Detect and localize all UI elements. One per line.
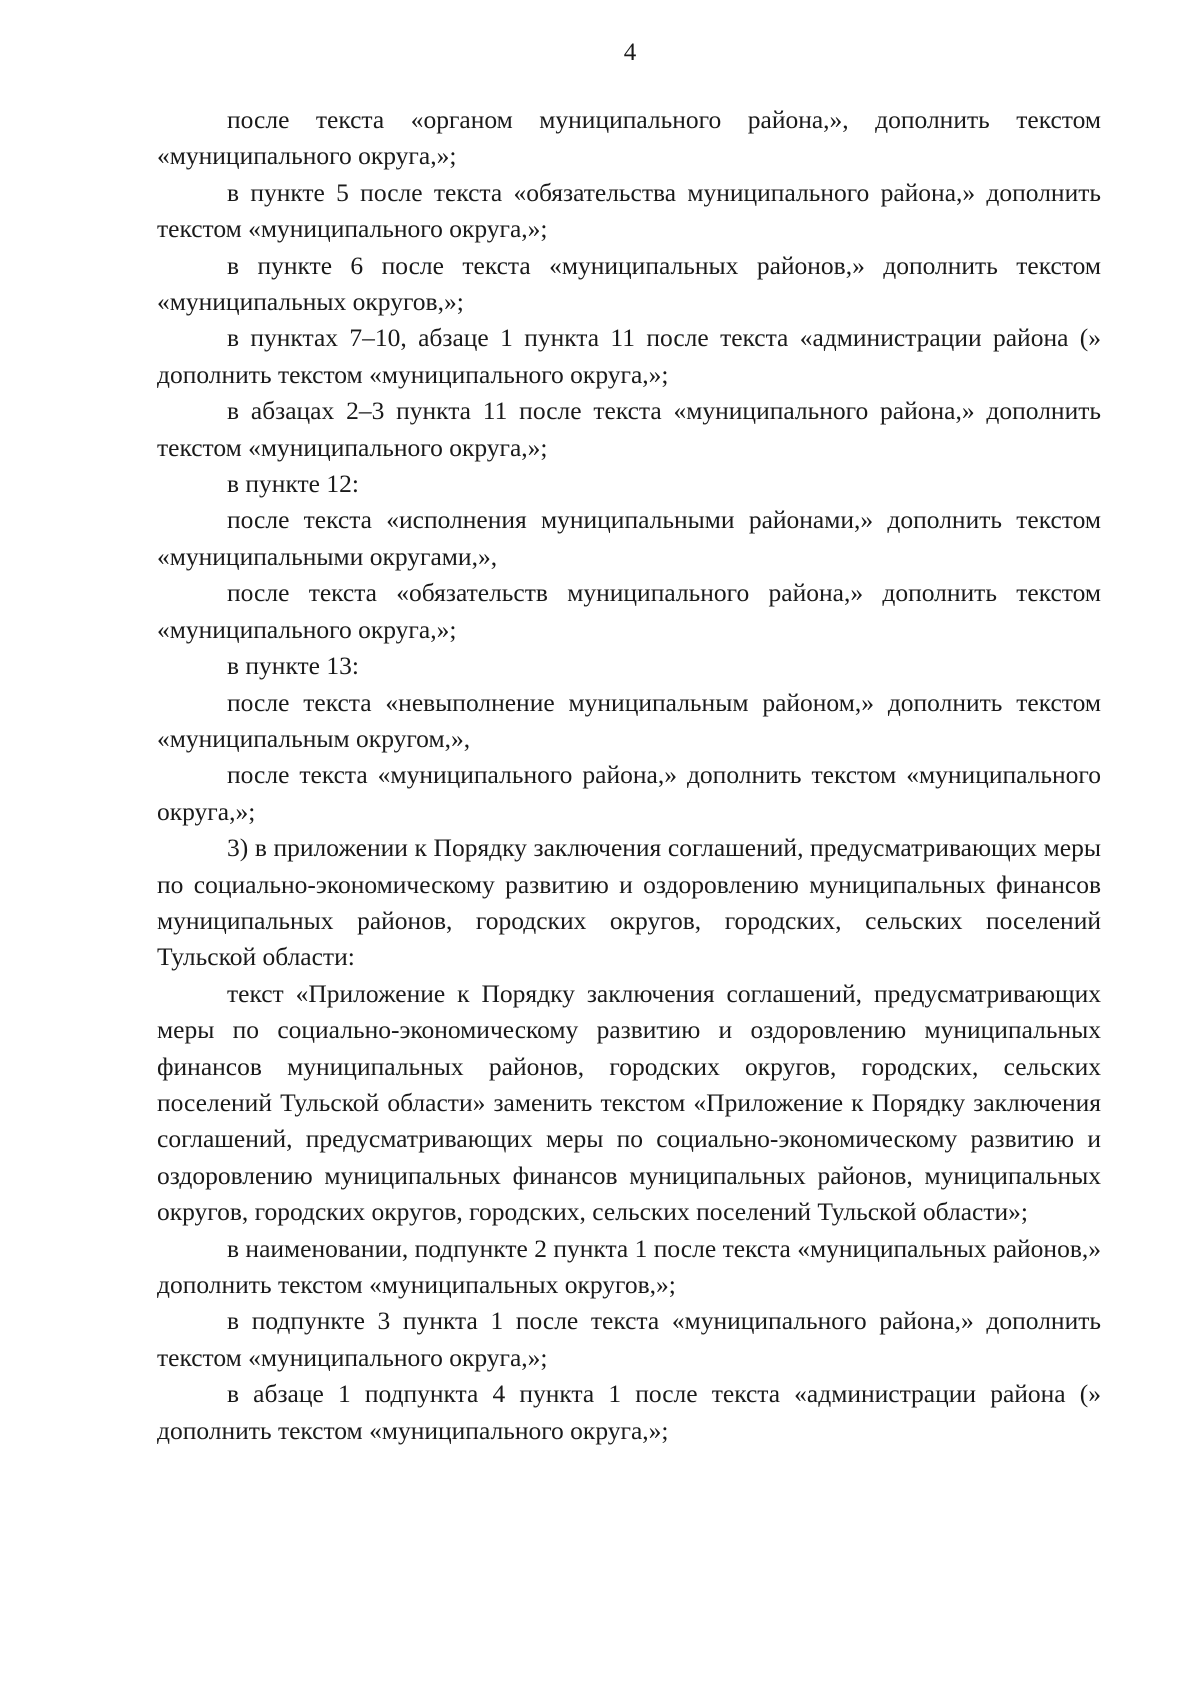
paragraph: в пункте 5 после текста «обязательства муниципального района,» дополнить текстом «муниципального округа,»;	[157, 177, 1101, 244]
paragraph: после текста «органом муниципального района,», дополнить текстом «муниципального округа,»;	[157, 105, 1101, 171]
paragraph: в пункте 12:	[227, 469, 359, 499]
paragraph: текст «Приложение к Порядку заключения соглашений, предусматривающих меры по социально-экономическому развитию и оздоровлению муниципальных финансов муниципальных районов, городских округов, городских, сельских поселений Тульской области» заменить текстом «Приложение к Порядку заключения соглашений, предусматривающих меры по социально-экономическому развитию и оздоровлению муниципальных финансов муниципальных районов, муниципальных округов, городских округов, городских, сельских поселений Тульской области»;	[157, 978, 1101, 1227]
paragraph: после текста «невыполнение муниципальным районом,» дополнить текстом «муниципальным округом,»,	[157, 687, 1101, 753]
paragraph: в пункте 13:	[227, 651, 359, 681]
page-number: 4	[623, 39, 637, 66]
paragraph: в подпункте 3 пункта 1 после текста «муниципального района,» дополнить текстом «муниципального округа,»;	[157, 1306, 1101, 1372]
paragraph: в наименовании, подпункте 2 пункта 1 после текста «муниципальных районов,» дополнить текстом «муниципальных округов,»;	[157, 1233, 1101, 1299]
paragraph: 3) в приложении к Порядку заключения соглашений, предусматривающих меры по социально-экономическому развитию и оздоровлению муниципальных финансов муниципальных районов, городских округов, городских, сельских поселений Тульской области:	[157, 833, 1101, 972]
paragraph: после текста «муниципального района,» дополнить текстом «муниципального округа,»;	[157, 760, 1101, 826]
paragraph: после текста «исполнения муниципальными районами,» дополнить текстом «муниципальными округами,»,	[157, 505, 1101, 571]
paragraph: после текста «обязательств муниципального района,» дополнить текстом «муниципального округа,»;	[157, 578, 1101, 644]
document-body	[157, 102, 1101, 1449]
paragraph: в абзацах 2–3 пункта 11 после текста «муниципального района,» дополнить текстом «муниципального округа,»;	[157, 396, 1101, 462]
paragraph: в пункте 6 после текста «муниципальных районов,» дополнить текстом «муниципальных округов,»;	[157, 250, 1101, 317]
paragraph: в абзаце 1 подпункта 4 пункта 1 после текста «администрации района (» дополнить текстом «муниципального округа,»;	[157, 1379, 1101, 1445]
paragraph: в пунктах 7–10, абзаце 1 пункта 11 после текста «администрации района (» дополнить текстом «муниципального округа,»;	[157, 323, 1101, 389]
